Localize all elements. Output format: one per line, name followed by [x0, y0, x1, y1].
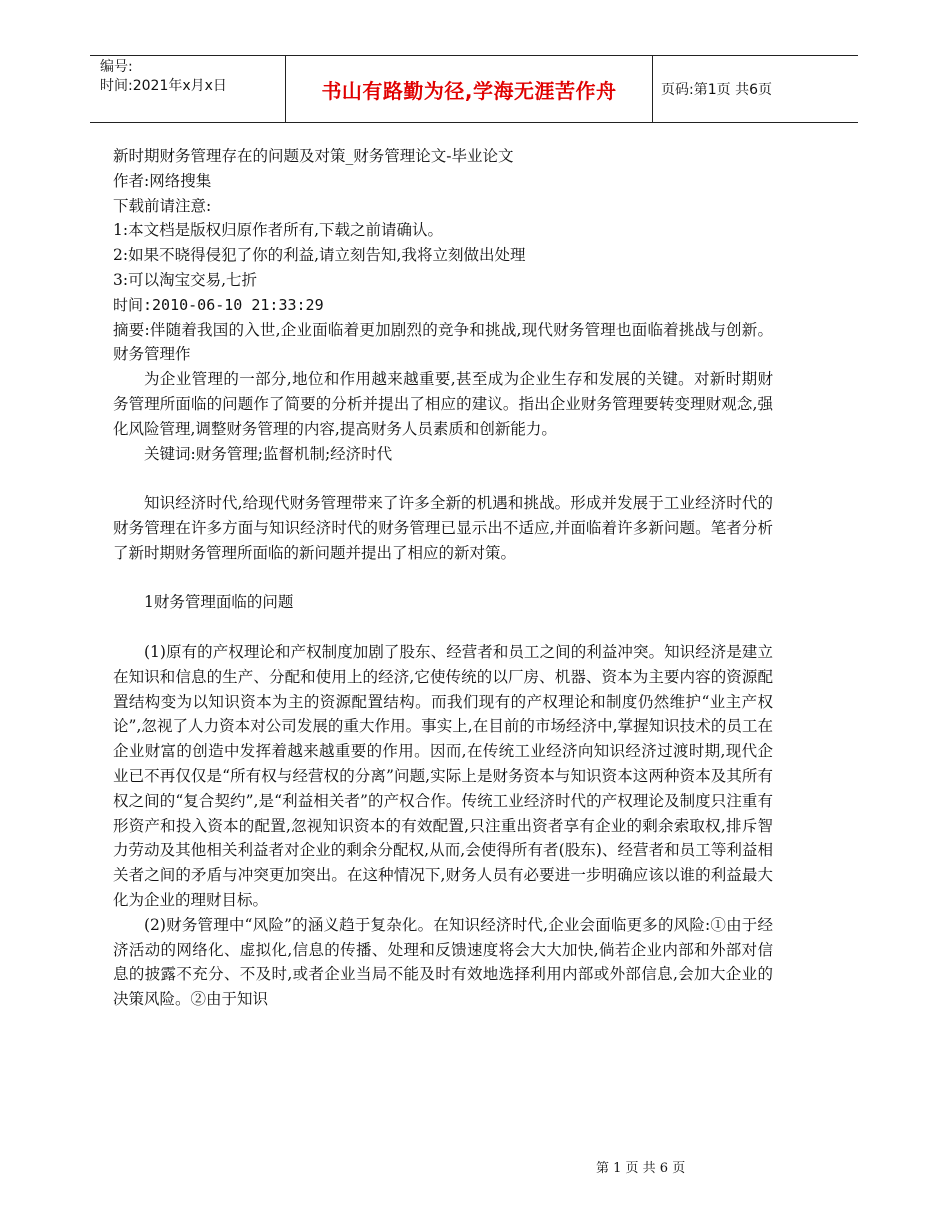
doc-author: 作者:网络搜集 — [113, 171, 212, 190]
notice-item-3: 3:可以淘宝交易,七折 — [113, 270, 258, 289]
abstract-continued: 为企业管理的一部分,地位和作用越来越重要,甚至成为企业生存和发展的关键。对新时期财务管理所面临的问题作了简要的分析并提出了相应的建议。指出企业财务管理要转变理财观念,强化风险管理,调整财务管理的内容,提高财务人员素质和创新能力。 — [113, 370, 773, 438]
section-heading: 1财务管理面临的问题 — [144, 593, 294, 612]
page-footer: 第 1 页 共 6 页 — [596, 1161, 686, 1176]
paragraph-1: (1)原有的产权理论和产权制度加剧了股东、经营者和员工之间的利益冲突。知识经济是建立在知识和信息的生产、分配和使用上的经济,它使传统的以厂房、机器、资本为主要内容的资源配置结构变为以知识资本为主的资源配置结构。而我们现有的产权理论和制度仍然维护“业主产权论”,忽视了人力资本对公司发展的重大作用。事实上,在目前的市场经济中,掌握知识技术的员工在企业财富的创造中发挥着越来越重要的作用。因而,在传统工业经济向知识经济过渡时期,现代企业已不再仅仅是“所有权与经营权的分离”问题,实际上是财务资本与知识资本这两种资本及其所有权之间的“复合契约”,是“利益相关者”的产权合作。传统工业经济时代的产权理论及制度只注重有形资产和投入资本的配置,忽视知识资本的有效配置,只注重出资者享有企业的剩余索取权,排斥智力劳动及其他相关利益者对企业的剩余分配权,从而,会使得所有者(股东)、经营者和员工等利益相关者之间的矛盾与冲突更加突出。在这种情况下,财务人员有必要进一步明确应该以谁的利益最大化为企业的理财目标。 — [113, 642, 773, 909]
spacer — [113, 566, 773, 591]
paragraph-2: (2)财务管理中“风险”的涵义趋于复杂化。在知识经济时代,企业会面临更多的风险:①由于经济活动的网络化、虚拟化,信息的传播、处理和反馈速度将会大大加快,倘若企业内部和外部对信息的披露不充分、不及时,或者企业当局不能及时有效地选择利用内部或外部信息,会加大企业的决策风险。②由于知识 — [113, 915, 773, 1009]
page-header — [90, 55, 858, 123]
header-page-label: 页码:第1页 共6页 — [661, 82, 772, 98]
header-motto: 书山有路勤为径,学海无涯苦作舟 — [285, 56, 653, 122]
keywords: 关键词:财务管理;监督机制;经济时代 — [144, 444, 393, 463]
notice-item-2: 2:如果不晓得侵犯了你的利益,请立刻告知,我将立刻做出处理 — [113, 246, 526, 265]
header-meta — [90, 56, 285, 122]
time-label: 时间:2021年x月x日 — [100, 78, 227, 94]
number-label: 编号: — [100, 59, 133, 75]
intro-paragraph: 知识经济时代,给现代财务管理带来了许多全新的机遇和挑战。形成并发展于工业经济时代的财务管理在许多方面与知识经济时代的财务管理已显示出不适应,并面临着许多新问题。笔者分析了新时期财务管理所面临的新问题并提出了相应的新对策。 — [113, 494, 773, 562]
abstract: 摘要:伴随着我国的入世,企业面临着更加剧烈的竞争和挑战,现代财务管理也面临着挑战与创新。财务管理作 — [113, 320, 773, 364]
spacer — [113, 615, 773, 640]
notice-title: 下载前请注意: — [113, 196, 212, 215]
document-body — [113, 144, 773, 1012]
spacer — [113, 466, 773, 491]
notice-item-1: 1:本文档是版权归原作者所有,下载之前请确认。 — [113, 221, 444, 240]
doc-title: 新时期财务管理存在的问题及对策_财务管理论文-毕业论文 — [113, 147, 514, 165]
doc-time: 时间:2010-06-10 21:33:29 — [113, 295, 324, 314]
